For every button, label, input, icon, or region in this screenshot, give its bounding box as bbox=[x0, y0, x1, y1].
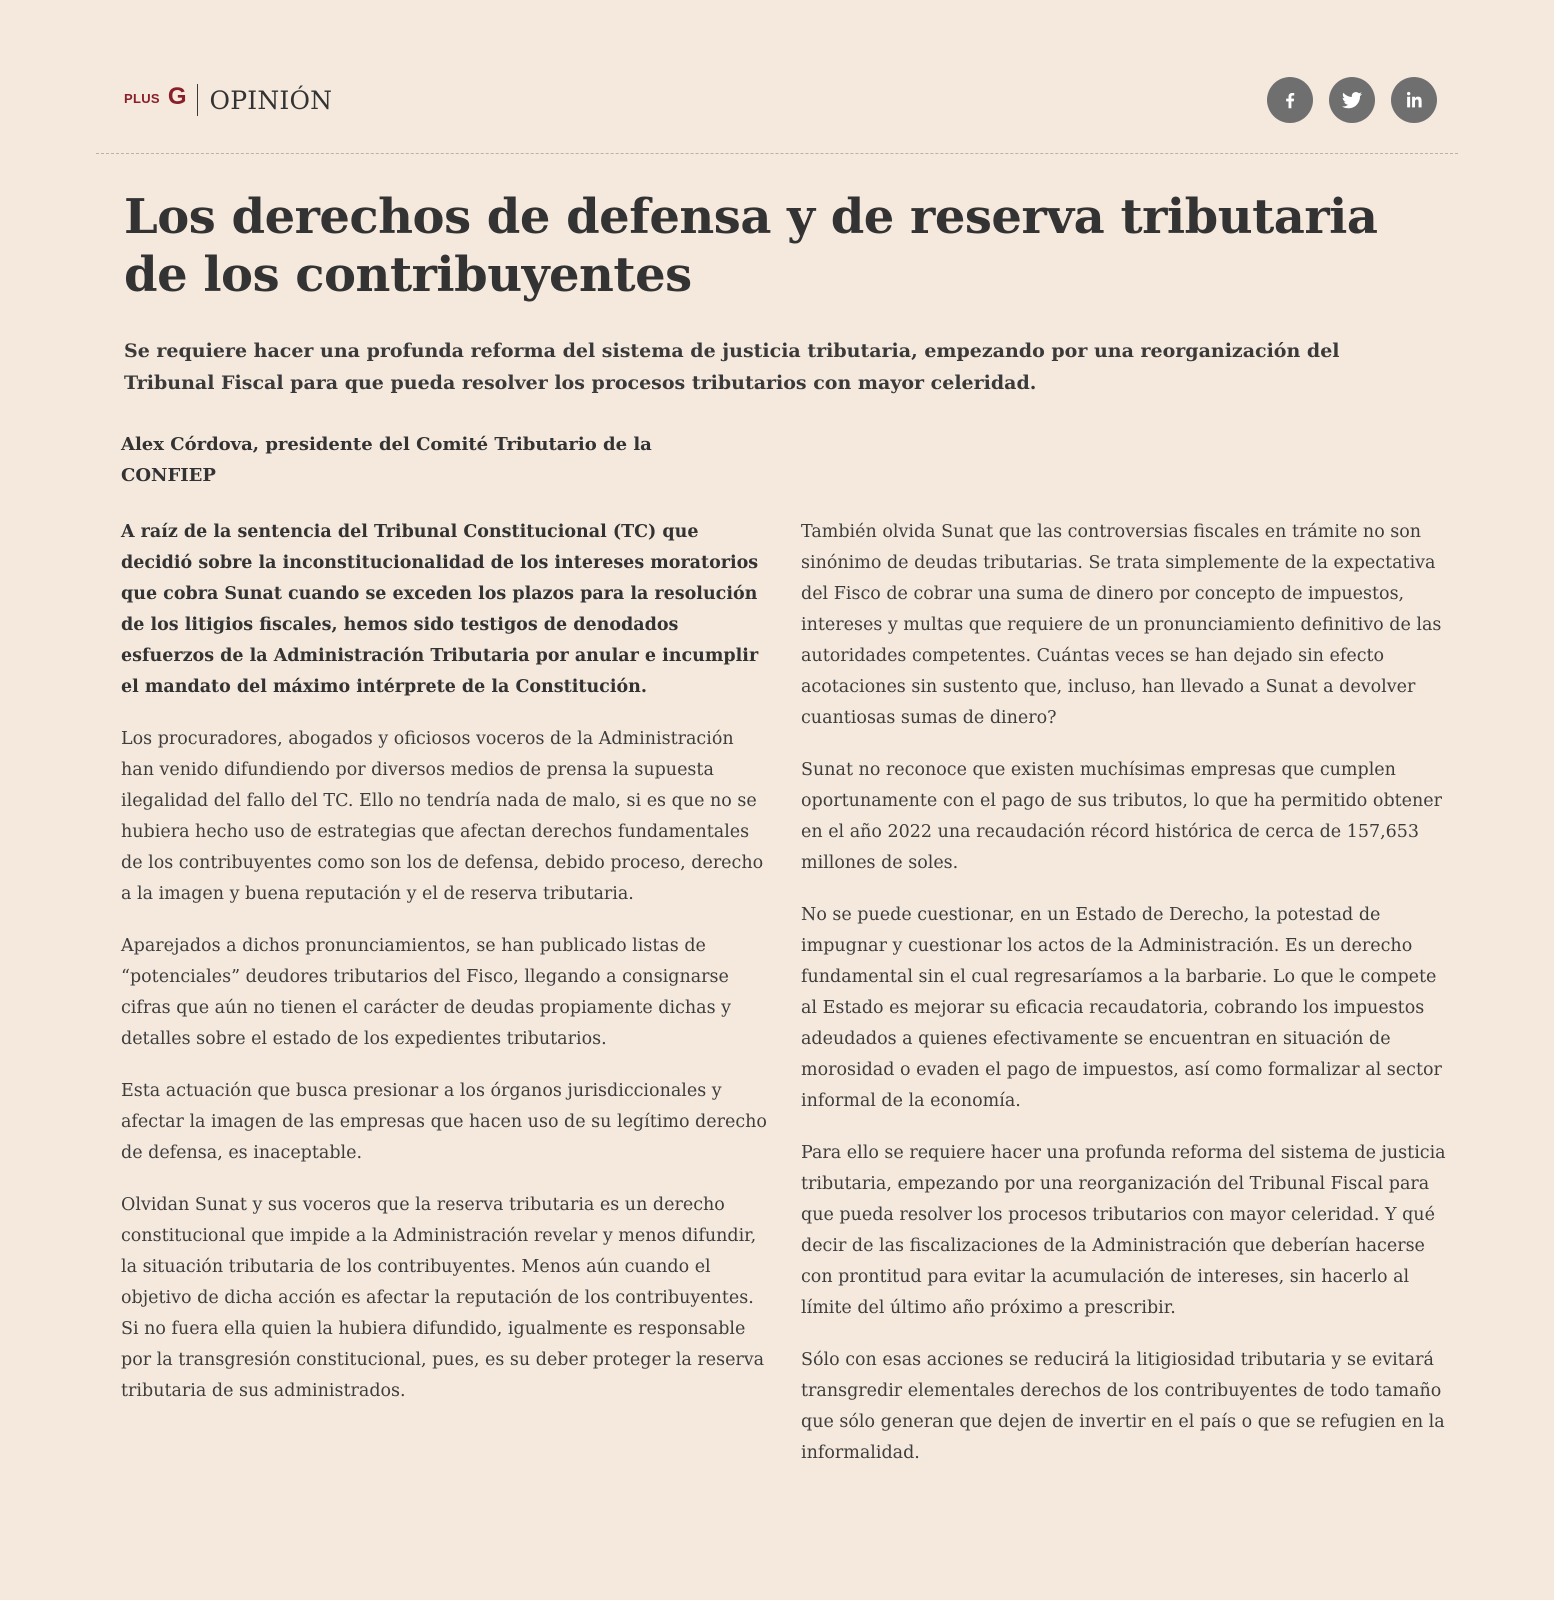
article-title: Los derechos de defensa y de reserva tributaria de los contribuyentes bbox=[124, 189, 1378, 303]
masthead-divider bbox=[197, 84, 198, 116]
article-dek: Se requiere hacer una profunda reforma del sistema de justicia tributaria, empezando por una reorganización del Tribunal Fiscal para que pueda resolver los procesos tributarios con mayor celeridad. bbox=[124, 340, 1340, 394]
brand-logo[interactable]: G bbox=[167, 83, 187, 110]
article-byline: Alex Córdova, presidente del Comité Tributario de la CONFIEP bbox=[121, 434, 652, 486]
body-paragraph: También olvida Sunat que las controversias fiscales en trámite no son sinónimo de deudas tributarias. Se trata simplemente de la expectativa del Fisco de cobrar una suma de dinero por concepto de impuestos, intereses y multas que requiere de un pronunciamiento definitivo de las autoridades competentes. Cuántas veces se han dejado sin efecto acotaciones sin sustento que, incluso, han llevado a Sunat a devolver cuantiosas sumas de dinero? bbox=[801, 522, 1442, 728]
article-column-right bbox=[801, 517, 1451, 1490]
linkedin-icon bbox=[1403, 89, 1425, 111]
body-paragraph: Olvidan Sunat y sus voceros que la reserva tributaria es un derecho constitucional que impide a la Administración revelar y menos difundir, la situación tributaria de los contribuyentes. Menos aún cuando el objetivo de dicha acción es afectar la reputación de los contribuyentes. Si no fuera ella quien la hubiera difundido, igualmente es responsable por la transgresión constitucional, pues, es su deber proteger la reserva tributaria de sus administrados. bbox=[121, 1195, 765, 1401]
twitter-share-button[interactable] bbox=[1329, 77, 1375, 123]
twitter-icon bbox=[1340, 88, 1364, 112]
body-paragraph: No se puede cuestionar, en un Estado de Derecho, la potestad de impugnar y cuestionar los actos de la Administración. Es un derecho fundamental sin el cual regresaríamos a la barbarie. Lo que le compete al Estado es mejorar su eficacia recaudatoria, cobrando los impuestos adeudados a quienes efectivamente se encuentran en situación de morosidad o evaden el pago de impuestos, así como formalizar al sector informal de la economía. bbox=[801, 905, 1442, 1111]
masthead bbox=[124, 82, 332, 118]
body-paragraph: Para ello se requiere hacer una profunda reforma del sistema de justicia tributaria, empezando por una reorganización del Tribunal Fiscal para que pueda resolver los procesos tributarios con mayor celeridad. Y qué decir de las fiscalizaciones de la Administración que deberían hacerse con prontitud para evitar la acumulación de intereses, sin hacerlo al límite del último año próximo a prescribir. bbox=[801, 1143, 1446, 1318]
body-paragraph: Sunat no reconoce que existen muchísimas empresas que cumplen oportunamente con el pago de sus tributos, lo que ha permitido obtener en el año 2022 una recaudación récord histórica de cerca de 157,653 millones de soles. bbox=[801, 760, 1443, 873]
section-name[interactable]: OPINIÓN bbox=[209, 85, 333, 115]
social-share-bar bbox=[1267, 77, 1437, 123]
lead-paragraph: A raíz de la sentencia del Tribunal Constitucional (TC) que decidió sobre la inconstitucionalidad de los intereses moratorios que cobra Sunat cuando se exceden los plazos para la resolución de los litigios fiscales, hemos sido testigos de denodados esfuerzos de la Administración Tributaria por anular e incumplir el mandato del máximo intérprete de la Constitución. bbox=[121, 522, 759, 697]
body-paragraph: Los procuradores, abogados y oficiosos voceros de la Administración han venido difundiendo por diversos medios de prensa la supuesta ilegalidad del fallo del TC. Ello no tendría nada de malo, si es que no se hubiera hecho uso de estrategias que afectan derechos fundamentales de los contribuyentes como son los de defensa, debido proceso, derecho a la imagen y buena reputación y el de reserva tributaria. bbox=[121, 729, 764, 904]
body-paragraph: Esta actuación que busca presionar a los órganos jurisdiccionales y afectar la imagen de las empresas que hacen uso de su legítimo derecho de defensa, es inaceptable. bbox=[121, 1081, 767, 1163]
linkedin-share-button[interactable] bbox=[1391, 77, 1437, 123]
body-paragraph: Sólo con esas acciones se reducirá la litigiosidad tributaria y se evitará transgredir elementales derechos de los contribuyentes de todo tamaño que sólo generan que dejen de invertir en el país o que se refugien en la informalidad. bbox=[801, 1350, 1445, 1463]
facebook-share-button[interactable] bbox=[1267, 77, 1313, 123]
facebook-icon bbox=[1279, 89, 1301, 111]
body-paragraph: Aparejados a dichos pronunciamientos, se han publicado listas de “potenciales” deudores tributarios del Fisco, llegando a consignarse cifras que aún no tienen el carácter de deudas propiamente dichas y detalles sobre el estado de los expedientes tributarios. bbox=[121, 936, 732, 1049]
header-divider bbox=[96, 153, 1458, 154]
article-column-left bbox=[121, 517, 771, 1428]
brand-plus-label[interactable]: PLUS bbox=[124, 90, 160, 106]
